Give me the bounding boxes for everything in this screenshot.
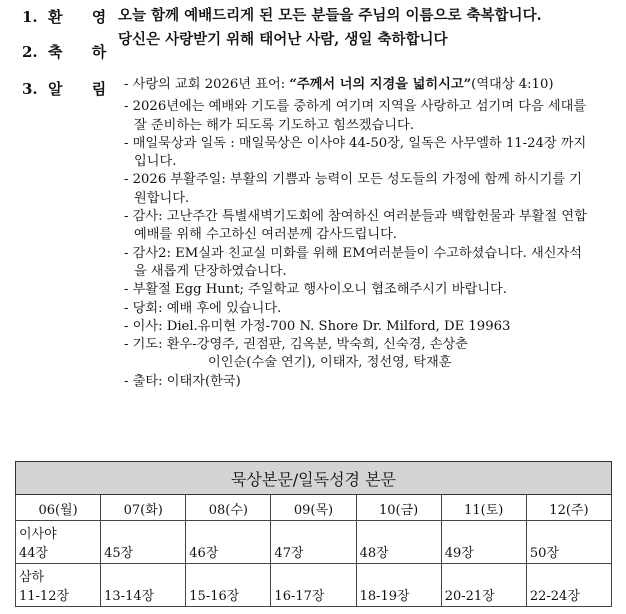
- section-title: 환 영: [48, 8, 119, 26]
- announcement-item: - 감사2: EM실과 친교실 미화를 위해 EM여러분들이 수고하셨습니다. 새신자석을 새롭게 단장하였습니다.: [124, 245, 582, 279]
- chapter: 46장: [189, 546, 219, 561]
- announcement-item: - 매일묵상과 일독 : 매일묵상은 이사야 44-50장, 일독은 사무엘하 11-24장 까지 입니다.: [124, 135, 587, 170]
- section-announcements-heading: [22, 78, 118, 99]
- prayer-line-1: 환우-강영주, 권점판, 김옥분, 박숙희, 신숙경, 손상춘: [166, 337, 468, 353]
- day-header: 10(금): [356, 495, 441, 521]
- table-cell: [356, 521, 441, 564]
- prayer-line-2: 이인순(수술 연기), 이태자, 정선영, 탁재훈: [208, 355, 452, 371]
- day-header: 07(화): [101, 495, 186, 521]
- table-cell: [441, 564, 526, 607]
- day-header: 12(주): [526, 495, 611, 521]
- announcement-item: - 2026 부활주일: 부활의 기쁨과 능력이 모든 성도들의 가정에 함께 하시기를 기원합니다.: [124, 172, 583, 206]
- chapter: 11-12장: [19, 589, 70, 604]
- prayer-label: - 기도:: [124, 337, 167, 353]
- announcement-item: - 감사: 고난주간 특별새벽기도회에 참여하신 여러분들과 백합헌물과 부활절 연합예배를 위해 수고하신 여러분께 감사드립니다.: [124, 209, 587, 243]
- table-cell: [16, 521, 101, 564]
- motto-reference: (역대상 4:10): [471, 77, 554, 92]
- section-number: 3.: [22, 80, 38, 98]
- day-header: 08(수): [186, 495, 271, 521]
- day-header: 06(월): [16, 495, 101, 521]
- motto-text: “주께서 너의 지경을 넓히시고”: [289, 77, 472, 92]
- book-name: 이사야: [19, 527, 57, 542]
- chapter: 50장: [529, 546, 559, 561]
- chapter: 22-24장: [529, 589, 580, 604]
- announcement-item: - 부활절 Egg Hunt; 주일학교 행사이오니 협조해주시기 바랍니다.: [124, 282, 507, 298]
- announcement-item: - 2026년에는 예배와 기도를 중하게 여기며 지역을 사랑하고 섬기며 다음 세대를 잘 준비하는 해가 되도록 기도하고 힘쓰겠습니다.: [124, 99, 587, 133]
- chapter: 15-16장: [189, 589, 240, 604]
- section-celebration-heading: [22, 41, 118, 62]
- chapter: 18-19장: [359, 589, 410, 604]
- section-welcome-heading: [22, 6, 118, 27]
- chapter: 13-14장: [104, 589, 155, 604]
- table-cell: [186, 521, 271, 564]
- chapter: 44장: [19, 546, 49, 561]
- book-name: 삼하: [19, 570, 45, 585]
- section-number: 1.: [22, 8, 38, 26]
- table-cell: [101, 521, 186, 564]
- table-cell: [186, 564, 271, 607]
- table-cell: [441, 521, 526, 564]
- chapter: 20-21장: [444, 589, 495, 604]
- table-cell: [101, 564, 186, 607]
- table-row: [16, 521, 612, 564]
- announcement-item: - 당회: 예배 후에 있습니다.: [124, 300, 282, 316]
- table-cell: [271, 521, 356, 564]
- chapter: 47장: [274, 546, 304, 561]
- reading-table-title: 묵상본문/일독성경 본문: [16, 462, 612, 495]
- motto-item: [124, 76, 594, 94]
- welcome-text: 오늘 함께 예배드리게 된 모든 분들을 주님의 이름으로 축복합니다.: [118, 7, 542, 24]
- table-row: [16, 564, 612, 607]
- section-title: 축 하: [48, 43, 119, 61]
- table-cell: [271, 564, 356, 607]
- day-header: 09(목): [271, 495, 356, 521]
- birthday-text: 당신은 사랑받기 위해 태어난 사람, 생일 축하합니다: [118, 31, 448, 48]
- section-title: 알 림: [48, 80, 119, 98]
- table-cell: [526, 521, 611, 564]
- table-cell: [526, 564, 611, 607]
- section-number: 2.: [22, 43, 38, 61]
- announcements-list: [124, 76, 594, 391]
- table-cell: [356, 564, 441, 607]
- chapter: 48장: [359, 546, 389, 561]
- motto-prefix: - 사랑의 교회 2026년 표어:: [124, 77, 290, 92]
- chapter: 16-17장: [274, 589, 325, 604]
- chapter: 49장: [444, 546, 474, 561]
- prayer-item: [124, 336, 594, 354]
- reading-table: [15, 461, 612, 607]
- away-item: - 출타: 이태자(한국): [124, 373, 241, 389]
- table-cell: [16, 564, 101, 607]
- announcement-item: - 이사: Diel.유미현 가정-700 N. Shore Dr. Milford, DE 19963: [124, 318, 511, 334]
- day-header: 11(토): [441, 495, 526, 521]
- chapter: 45장: [104, 546, 134, 561]
